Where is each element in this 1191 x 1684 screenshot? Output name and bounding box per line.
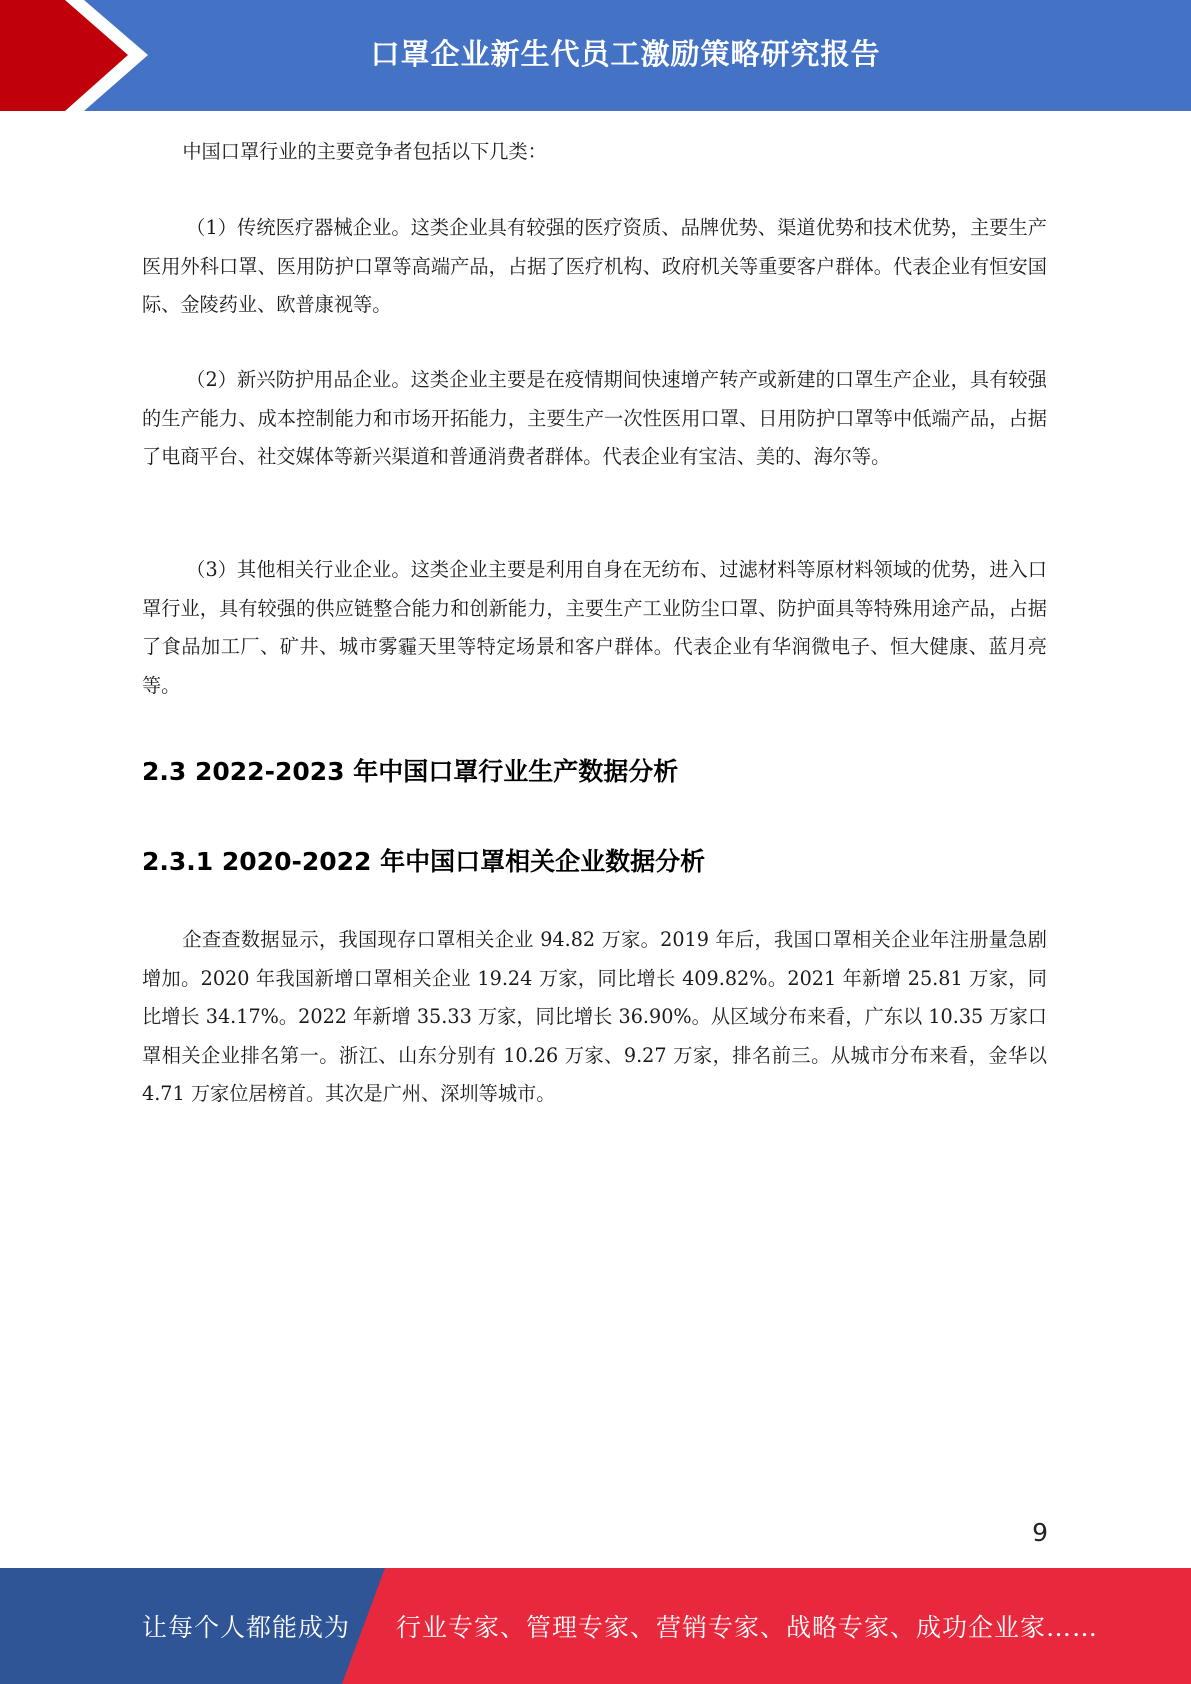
competitor-item-2: （2）新兴防护用品企业。这类企业主要是在疫情期间快速增产转产或新建的口罩生产企业，具有较强的生产能力、成本控制能力和市场开拓能力，主要生产一次性医用口罩、日用防护口罩等中低端产品，占据了电商平台、社交媒体等新兴渠道和普通消费者群体。代表企业有宝洁、美的、海尔等。 [142, 368, 1047, 468]
data-paragraph: 企查查数据显示，我国现存口罩相关企业 94.82 万家。2019 年后，我国口罩相关企业年注册量急剧增加。2020 年我国新增口罩相关企业 19.24 万家，同比增长 409.82%。2021 年新增 25.81 万家，同比增长 34.17%。2022 年新增 35.33 万家，同比增长 36.90%。从区域分布来看，广东以 10.35 万家口罩相关企业排名第一。浙江、山东分别有 10.26 万家、9.27 万家，排名前三。从城市分布来看，金华以 4.71 万家位居榜首。其次是广州、深圳等城市。 [142, 928, 1047, 1105]
footer-slogan-right: 行业专家、管理专家、营销专家、战略专家、成功企业家…… [396, 1613, 1099, 1642]
section-heading-2-3: 2.3 2022-2023 年中国口罩行业生产数据分析 [142, 757, 679, 786]
page-header [0, 0, 1191, 111]
report-title: 口罩企业新生代员工激励策略研究报告 [370, 36, 881, 71]
page-footer [0, 1568, 1191, 1684]
page-number: 9 [1032, 1518, 1048, 1547]
section-heading-2-3-1: 2.3.1 2020-2022 年中国口罩相关企业数据分析 [142, 847, 706, 876]
competitor-item-3: （3）其他相关行业企业。这类企业主要是利用自身在无纺布、过滤材料等原材料领域的优势，进入口罩行业，具有较强的供应链整合能力和创新能力，主要生产工业防尘口罩、防护面具等特殊用途产品，占据了食品加工厂、矿井、城市雾霾天里等特定场景和客户群体。代表企业有华润微电子、恒大健康、蓝月亮等。 [142, 558, 1047, 697]
footer-slogan-left: 让每个人都能成为 [142, 1613, 351, 1642]
intro-paragraph: 中国口罩行业的主要竞争者包括以下几类： [182, 140, 547, 163]
competitor-item-1: （1）传统医疗器械企业。这类企业具有较强的医疗资质、品牌优势、渠道优势和技术优势，主要生产医用外科口罩、医用防护口罩等高端产品，占据了医疗机构、政府机关等重要客户群体。代表企业有恒安国际、金陵药业、欧普康视等。 [142, 216, 1047, 316]
